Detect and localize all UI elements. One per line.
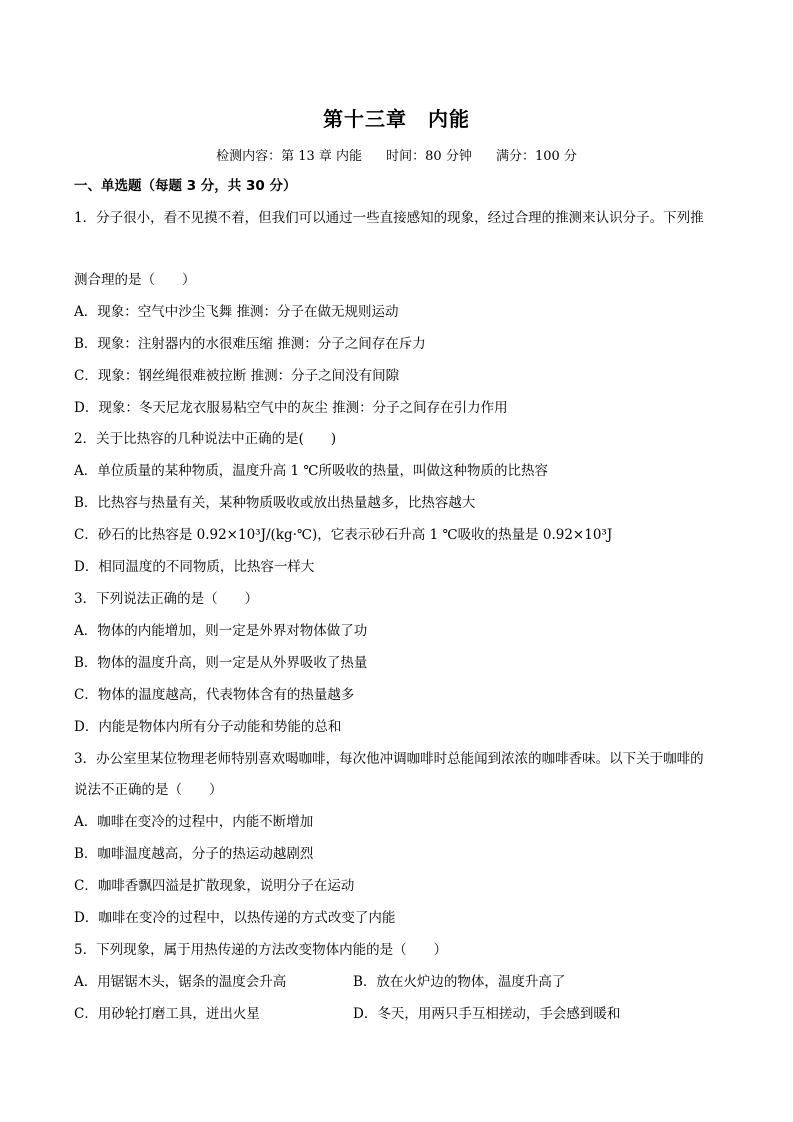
q1-stem-line2: 测合理的是（ ） [74,272,196,288]
q1-option-b: B．现象：注射器内的水很难压缩 推测：分子之间存在斥力 [74,336,426,352]
meta-content: 检测内容：第 13 章 内能 [216,149,363,164]
q5-option-b: B．放在火炉边的物体，温度升高了 [353,974,566,990]
q3-stem: 3．下列说法正确的是（ ） [74,591,259,607]
q2-option-b: B．比热容与热量有关，某种物质吸收或放出热量越多，比热容越大 [74,495,476,511]
q5-option-a: A．用锯锯木头，锯条的温度会升高 [74,974,287,990]
q3-option-b: B．物体的温度升高，则一定是从外界吸收了热量 [74,655,368,671]
q1-option-d: D．现象：冬天尼龙衣服易粘空气中的灰尘 推测：分子之间存在引力作用 [74,400,508,416]
page-title: 第十三章 内能 [323,107,470,131]
q3-option-a: A．物体的内能增加，则一定是外界对物体做了功 [74,623,368,639]
q2-option-c: C．砂石的比热容是 0.92×10³J/(kg·℃)，它表示砂石升高 1 ℃吸收的热量是 0.92×10³J [74,527,613,543]
q4-option-c: C．咖啡香飘四溢是扩散现象，说明分子在运动 [74,878,355,894]
q4-option-b: B．咖啡温度越高，分子的热运动越剧烈 [74,846,314,862]
q4-stem-line2: 说法不正确的是（ ） [74,782,223,798]
q5-option-d: D．冬天，用两只手互相搓动，手会感到暖和 [353,1006,621,1022]
q1-option-a: A．现象：空气中沙尘飞舞 推测：分子在做无规则运动 [74,304,399,320]
meta-score: 满分：100 分 [495,149,577,164]
q1-option-c: C．现象：钢丝绳很难被拉断 推测：分子之间没有间隙 [74,368,400,384]
meta-time: 时间：80 分钟 [386,149,472,164]
q3-option-d: D．内能是物体内所有分子动能和势能的总和 [74,719,342,735]
q5-option-c: C．用砂轮打磨工具，迸出火星 [74,1006,260,1022]
section-heading: 一、单选题（每题 3 分，共 30 分） [74,178,297,194]
q2-option-d: D．相同温度的不同物质，比热容一样大 [74,559,315,575]
q5-stem: 5．下列现象，属于用热传递的方法改变物体内能的是（ ） [74,942,448,958]
q4-option-a: A．咖啡在变冷的过程中，内能不断增加 [74,814,314,830]
q4-stem-line1: 3．办公室里某位物理老师特别喜欢喝咖啡，每次他冲调咖啡时总能闻到浓浓的咖啡香味。以下关于咖啡的 [74,751,704,767]
q4-option-d: D．咖啡在变冷的过程中，以热传递的方式改变了内能 [74,910,396,926]
q2-stem: 2．关于比热容的几种说法中正确的是( ) [74,431,337,447]
q1-stem-line1: 1．分子很小，看不见摸不着，但我们可以通过一些直接感知的现象，经过合理的推测来认识分子。下列推 [74,210,704,226]
q2-option-a: A．单位质量的某种物质，温度升高 1 ℃所吸收的热量，叫做这种物质的比热容 [74,463,549,479]
exam-meta [0,145,793,164]
q3-option-c: C．物体的温度越高，代表物体含有的热量越多 [74,687,355,703]
